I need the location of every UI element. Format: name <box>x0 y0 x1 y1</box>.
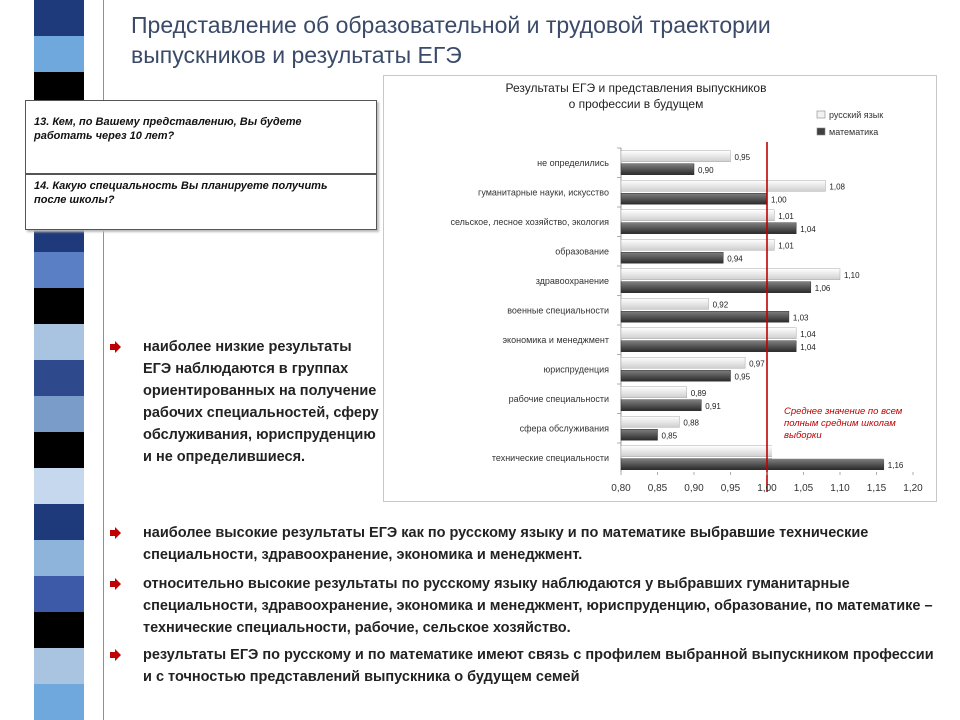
bar-value-label: 0,97 <box>749 359 765 369</box>
bullet-lowest-results <box>143 336 383 468</box>
reference-annotation-line: полным средним школам <box>784 418 896 429</box>
bar-math-overlap <box>768 459 884 470</box>
stripe-segment <box>34 468 84 505</box>
bar-value-label: 0,92 <box>712 300 729 310</box>
category-label: здравоохранение <box>535 275 609 286</box>
bar-russian <box>621 357 745 368</box>
stripe-segment <box>34 36 84 73</box>
arrow-bullet-icon <box>109 578 121 590</box>
stripe-segment <box>34 648 84 685</box>
stripe-segment <box>34 504 84 541</box>
bar-value-label: 0,90 <box>698 165 714 175</box>
category-label: сфера обслуживания <box>519 423 609 434</box>
stripe-segment <box>34 252 84 289</box>
bar-value-label: 0,94 <box>727 254 743 264</box>
category-label: военные специальности <box>507 305 609 316</box>
x-tick-label: 1,10 <box>830 483 850 494</box>
chart-title-line1: Результаты ЕГЭ и представления выпускников <box>505 81 767 95</box>
bar-value-label: 1,04 <box>800 342 816 352</box>
bar-russian <box>621 387 687 398</box>
category-label: сельское, лесное хозяйство, экология <box>450 216 609 227</box>
bar-math <box>621 429 658 440</box>
bullet-relatively-high <box>143 573 943 639</box>
bar-value-label: 0,95 <box>734 372 751 382</box>
legend-label-0: русский язык <box>829 110 884 120</box>
bar-russian <box>621 298 709 309</box>
bar-value-label: 1,04 <box>800 329 816 339</box>
bullet-text: наиболее низкие результаты ЕГЭ наблюдаются в группах ориентированных на получение рабочих специальностей, сферу обслуживания, юриспруденцию и не определившиеся. <box>143 339 379 465</box>
category-label: рабочие специальности <box>508 393 609 404</box>
x-tick-label: 1,15 <box>866 483 887 494</box>
bar-value-label: 1,06 <box>814 283 831 293</box>
stripe-segment <box>34 360 84 397</box>
x-tick-label: 0,85 <box>647 483 668 494</box>
chart-panel <box>383 75 937 502</box>
category-label: образование <box>555 246 609 257</box>
bar-math <box>621 252 723 263</box>
bar-math <box>621 282 811 293</box>
x-tick-label: 1,00 <box>757 483 777 494</box>
bullet-highest-results <box>143 522 903 566</box>
x-tick-label: 0,80 <box>611 483 631 494</box>
x-tick-label: 0,90 <box>684 483 704 494</box>
legend-swatch-0 <box>817 111 825 118</box>
category-label: гуманитарные науки, искусство <box>478 187 609 198</box>
bar-value-label: 0,89 <box>690 388 707 398</box>
bar-value-label: 1,00 <box>771 195 787 205</box>
stripe-segment <box>34 684 84 720</box>
slide-title-line1: Представление об образовательной и трудовой траектории <box>131 12 771 38</box>
bar-value-label: 1,16 <box>887 460 904 470</box>
stripe-segment <box>34 0 84 37</box>
bar-value-label: 1,04 <box>800 224 816 234</box>
bar-value-label: 1,08 <box>829 182 845 192</box>
bar-math <box>621 223 796 234</box>
bar-value-label: 1,01 <box>778 211 794 221</box>
bullet-profile-link <box>143 644 943 688</box>
arrow-bullet-icon <box>109 527 121 539</box>
bar-russian <box>621 328 796 339</box>
reference-annotation-line: Среднее значение по всем <box>784 406 903 417</box>
question-divider <box>26 173 376 175</box>
stripe-segment <box>34 324 84 361</box>
bullet-text: наиболее высокие результаты ЕГЭ как по русскому языку и по математике выбравшие технические специальности, здравоохранение, экономика и менеджмент. <box>143 525 869 563</box>
slide-title-line2: выпускников и результаты ЕГЭ <box>131 42 462 68</box>
bullet-text: результаты ЕГЭ по русскому и по математике имеют связь с профилем выбранной выпускником профессии и с точностью представлений выпускника о будущем семей <box>143 647 934 685</box>
bar-chart <box>384 76 936 501</box>
bar-value-label: 0,85 <box>661 431 678 441</box>
stripe-segment <box>34 288 84 325</box>
arrow-bullet-icon <box>109 649 121 661</box>
bullet-text: относительно высокие результаты по русскому языку наблюдаются у выбравших гуманитарные специальности, здравоохранение, экономика и менеджмент, юриспруденцию, образование, по математике – технические специальности, рабочие, сельское хозяйство. <box>143 576 933 636</box>
stripe-segment <box>34 432 84 469</box>
category-label: экономика и менеджмент <box>502 334 609 345</box>
category-label: юриспруденция <box>543 364 609 375</box>
stripe-segment <box>34 576 84 613</box>
bar-value-label: 1,01 <box>778 241 794 251</box>
legend-swatch-1 <box>817 128 825 135</box>
bar-russian <box>621 269 840 280</box>
bar-russian <box>621 180 825 191</box>
bar-russian <box>621 416 679 427</box>
arrow-bullet-icon <box>109 341 121 353</box>
bar-value-label: 0,91 <box>705 401 721 411</box>
stripe-segment <box>34 396 84 433</box>
x-tick-label: 1,05 <box>793 483 814 494</box>
bar-russian <box>621 239 774 250</box>
bar-value-label: 1,10 <box>844 270 860 280</box>
bar-russian <box>621 151 731 162</box>
slide-title <box>131 10 931 70</box>
legend-label-1: математика <box>829 127 879 137</box>
bar-russian <box>621 210 774 221</box>
bar-math <box>621 193 767 204</box>
bar-value-label: 0,88 <box>683 418 699 428</box>
question-14: 14. Какую специальность Вы планируете получить после школы? <box>34 180 328 206</box>
stripe-segment <box>34 540 84 577</box>
question-13: 13. Кем, по Вашему представлению, Вы будете работать через 10 лет? <box>34 116 302 142</box>
chart-title-line2: о профессии в будущем <box>568 97 704 111</box>
bar-math <box>621 341 796 352</box>
x-tick-label: 0,95 <box>720 483 741 494</box>
bar-value-label: 0,95 <box>734 152 751 162</box>
x-tick-label: 1,20 <box>903 483 923 494</box>
bar-math <box>621 164 694 175</box>
survey-questions-box <box>25 100 377 230</box>
reference-annotation-line: выборки <box>784 430 822 441</box>
stripe-segment <box>34 612 84 649</box>
bar-math <box>621 311 789 322</box>
category-label: не определились <box>537 157 609 168</box>
category-label: технические специальности <box>491 452 609 463</box>
bar-value-label: 1,03 <box>792 313 809 323</box>
bar-math <box>621 400 701 411</box>
bar-math <box>621 370 731 381</box>
